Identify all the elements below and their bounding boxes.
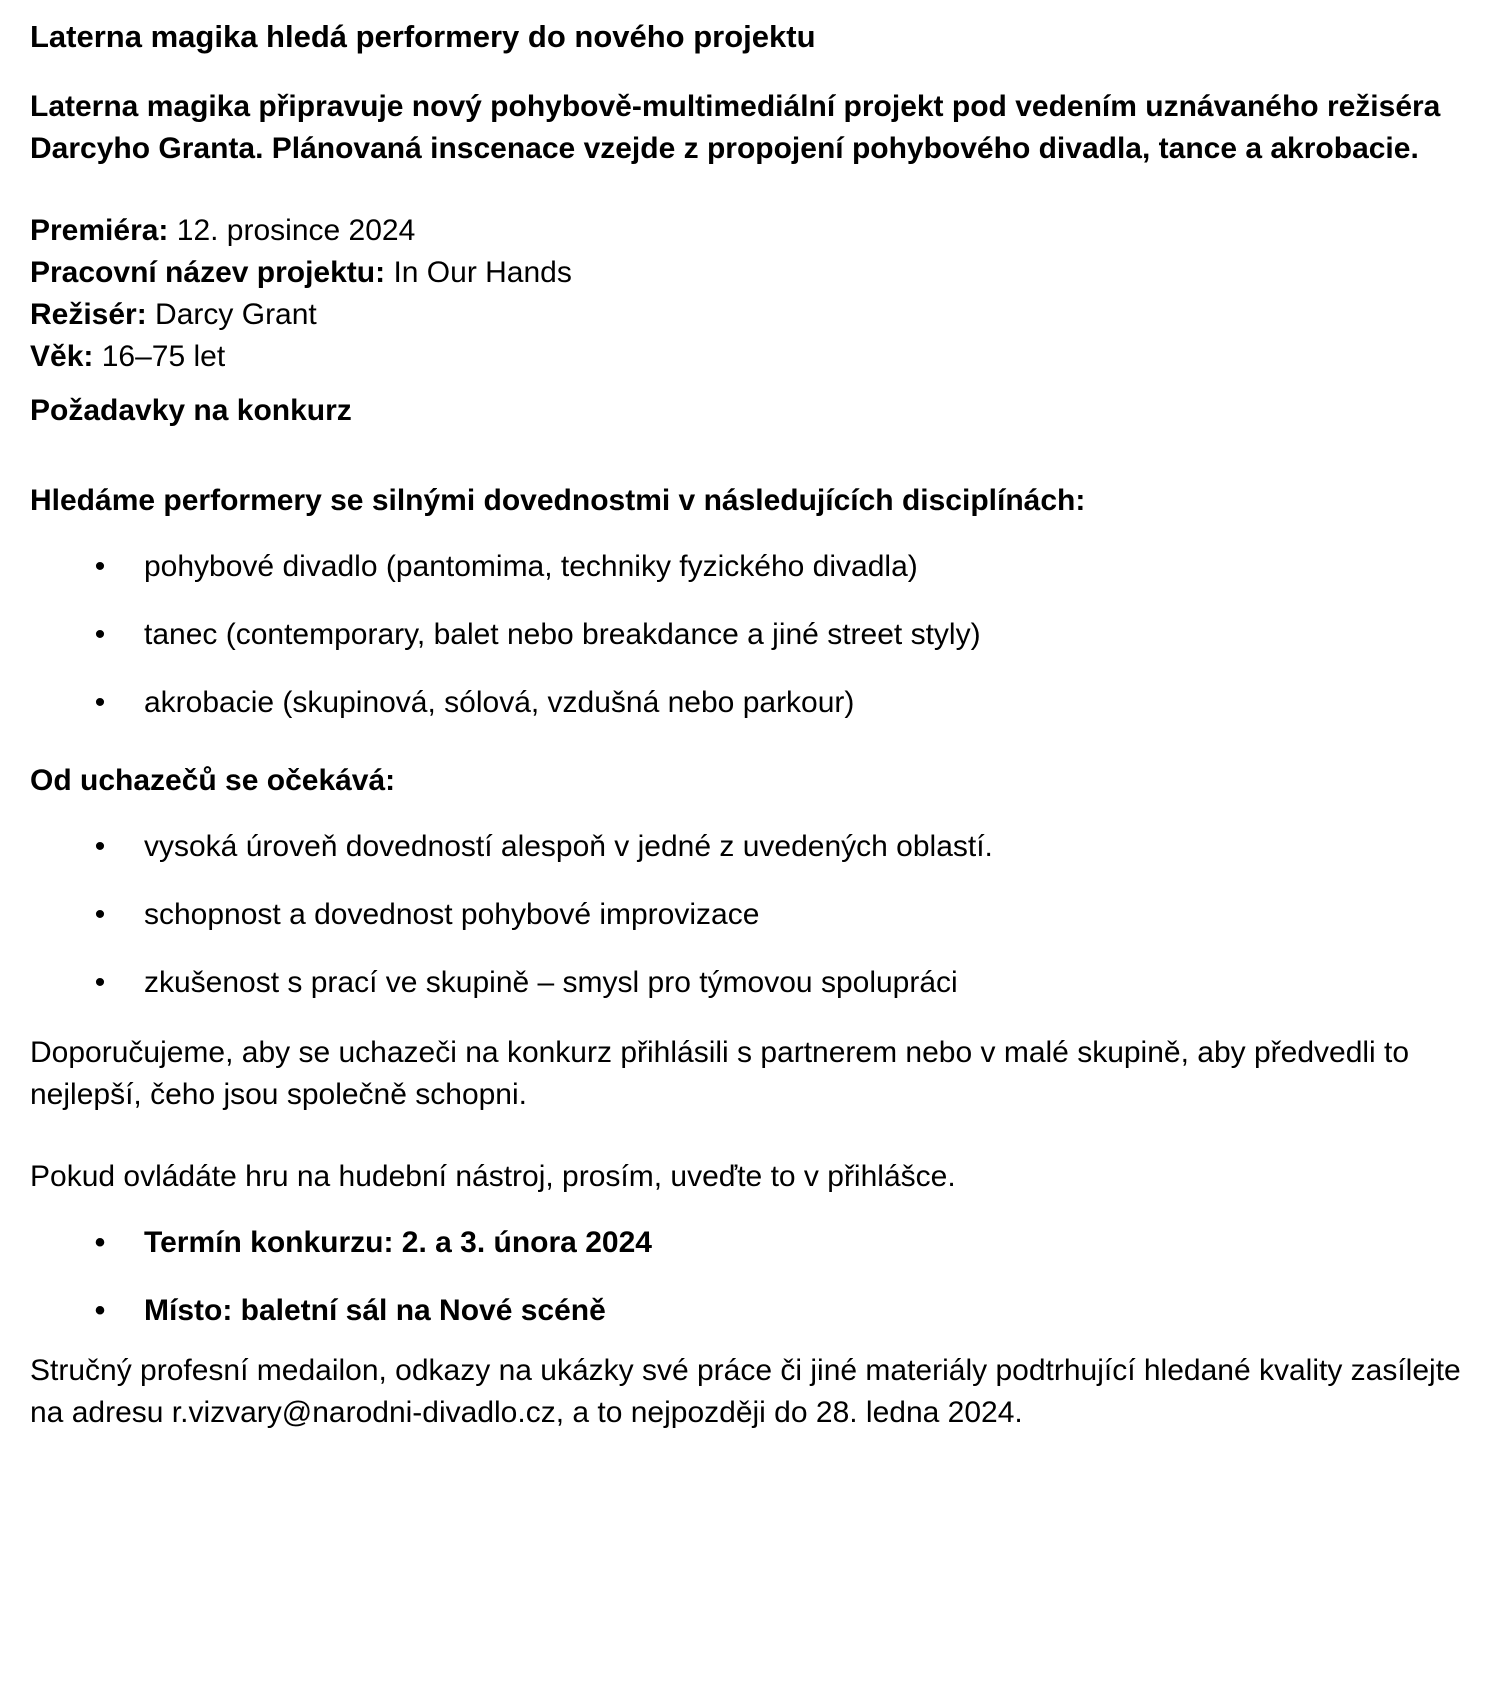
list-item: [30, 962, 1470, 1004]
bullet-icon: •: [94, 1226, 106, 1259]
fact-value: Darcy Grant: [146, 298, 317, 331]
audition-place: [30, 1290, 1470, 1332]
instrument-note: Pokud ovládáte hru na hudební nástroj, prosím, uveďte to v přihlášce.: [30, 1160, 956, 1193]
list-item-text: tanec (contemporary, balet nebo breakdance a jiné street styly): [144, 618, 981, 651]
list-item-text: zkušenost s prací ve skupině – smysl pro týmovou spolupráci: [144, 966, 958, 999]
fact-value: 12. prosince 2024: [168, 214, 416, 247]
fact-age: [30, 336, 1470, 378]
list-item: [30, 894, 1470, 936]
bullet-icon: •: [94, 1294, 106, 1327]
disciplines-heading: Hledáme performery se silnými dovednostmi v následujících disciplínách:: [30, 484, 1086, 517]
expectations-list: [30, 826, 1470, 1004]
list-item-text: Místo: baletní sál na Nové scéně: [144, 1294, 606, 1327]
recommendation-paragraph: Doporučujeme, aby se uchazeči na konkurz přihlásili s partnerem nebo v malé skupině, aby předvedli to nejlepší, čeho jsou společně schopni.: [30, 1036, 1410, 1111]
list-item: [30, 682, 1470, 724]
list-item-text: schopnost a dovednost pohybové improvizace: [144, 898, 760, 931]
fact-label: Premiéra:: [30, 214, 169, 247]
list-item: [30, 614, 1470, 656]
fact-label: Režisér:: [30, 298, 147, 331]
audition-details-list: [30, 1222, 1470, 1332]
fact-label: Věk:: [30, 340, 94, 373]
list-item-text: akrobacie (skupinová, sólová, vzdušná nebo parkour): [144, 686, 855, 719]
expectations-heading: Od uchazečů se očekává:: [30, 764, 396, 797]
fact-director: [30, 294, 1470, 336]
fact-premiere: [30, 210, 1470, 252]
bullet-icon: •: [94, 618, 106, 651]
spacer: [30, 1004, 1470, 1032]
bullet-icon: •: [94, 686, 106, 719]
closing-paragraph: Stručný profesní medailon, odkazy na ukázky své práce či jiné materiály podtrhující hledané kvality zasílejte na adresu r.vizvary@narodni-divadlo.cz, a to nejpozději do 28. ledna 2024.: [30, 1354, 1461, 1429]
document-title: Laterna magika hledá performery do nového projektu: [30, 19, 816, 54]
fact-value: In Our Hands: [385, 256, 572, 289]
fact-working-title: [30, 252, 1470, 294]
bullet-icon: •: [94, 898, 106, 931]
spacer: [30, 724, 1470, 760]
list-item-text: pohybové divadlo (pantomima, techniky fyzického divadla): [144, 550, 918, 583]
intro-paragraph: Laterna magika připravuje nový pohybově-multimediální projekt pod vedením uznávaného režiséra Darcyho Granta. Plánovaná inscenace vzejde z propojení pohybového divadla, tance a akrobacie.: [30, 90, 1441, 165]
list-item-text: vysoká úroveň dovedností alespoň v jedné z uvedených oblastí.: [144, 830, 993, 863]
fact-label: Pracovní název projektu:: [30, 256, 386, 289]
fact-value: 16–75 let: [93, 340, 226, 373]
list-item: [30, 826, 1470, 868]
bullet-icon: •: [94, 830, 106, 863]
list-item-text: Termín konkurzu: 2. a 3. února 2024: [144, 1226, 652, 1259]
document-page: [30, 16, 1470, 1434]
audition-date: [30, 1222, 1470, 1264]
project-facts: [30, 210, 1470, 378]
disciplines-list: [30, 546, 1470, 724]
requirements-heading: Požadavky na konkurz: [30, 394, 352, 427]
bullet-icon: •: [94, 966, 106, 999]
bullet-icon: •: [94, 550, 106, 583]
list-item: [30, 546, 1470, 588]
